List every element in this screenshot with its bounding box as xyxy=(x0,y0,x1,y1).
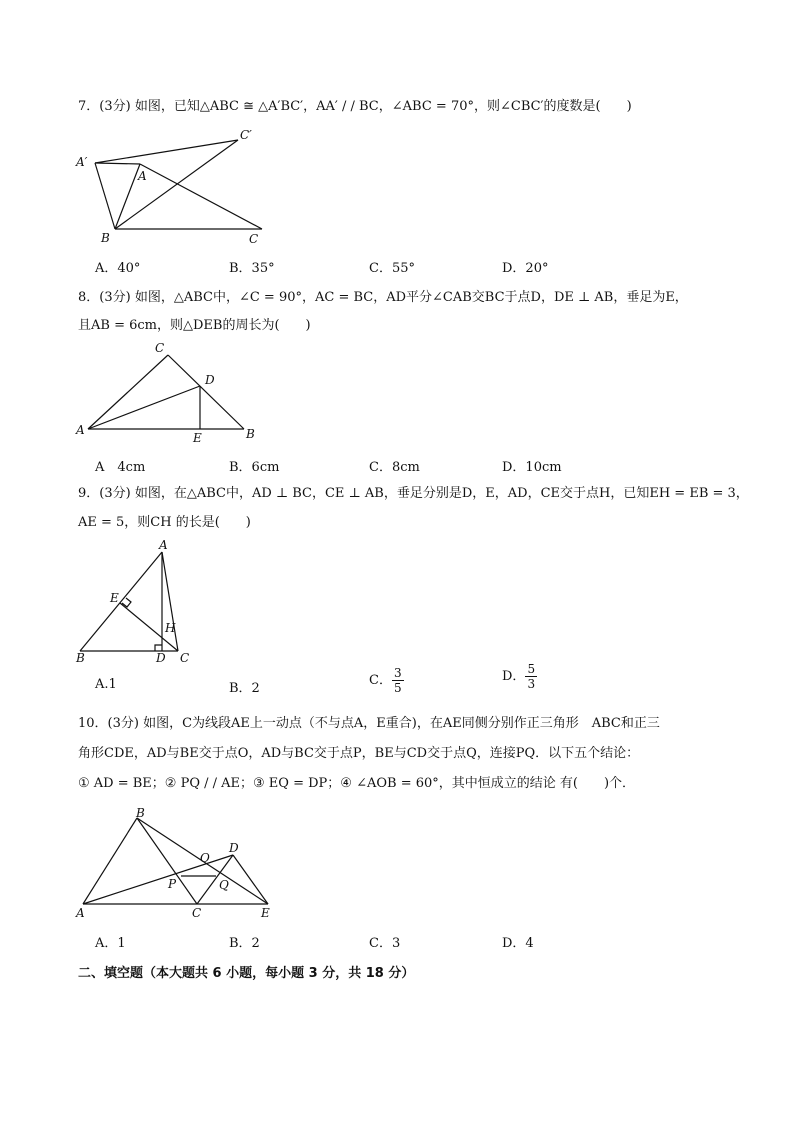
q7-stem: 7．(3分) 如图，已知△ABC ≅ △A′BC′，AA′ / / BC，∠ABC = 70°，则∠CBC′的度数是( ) xyxy=(78,99,632,114)
q9-option-c-numerator: 3 xyxy=(393,666,402,680)
q8-option-a[interactable]: A 4cm xyxy=(95,460,146,475)
q8-label-C: C xyxy=(155,341,165,355)
section-2-heading: 二、填空题（本大题共 6 小题，每小题 3 分，共 18 分） xyxy=(78,966,415,981)
q8-option-c[interactable]: C．8cm xyxy=(369,460,420,475)
q9-label-C: C xyxy=(180,651,190,665)
q9-option-c-denominator: 5 xyxy=(393,681,402,695)
q8-stem-line1: 8．(3分) 如图，△ABC中，∠C = 90°，AC = BC，AD平分∠CAB交BC于点D，DE ⊥ AB，垂足为E， xyxy=(78,290,688,305)
q10-label-P: P xyxy=(168,877,177,891)
q10-option-b[interactable]: B．2 xyxy=(229,936,260,951)
q10-label-Q: Q xyxy=(219,878,229,892)
q10-label-C: C xyxy=(192,906,202,920)
q7-label-A1: A′ xyxy=(76,155,88,169)
q10-option-d[interactable]: D．4 xyxy=(502,936,534,951)
q8-label-B: B xyxy=(246,427,255,441)
q7-option-b[interactable]: B．35° xyxy=(229,261,275,276)
q8-option-d[interactable]: D．10cm xyxy=(502,460,562,475)
q10-label-D: D xyxy=(229,841,239,855)
q7-label-C: C xyxy=(249,232,259,246)
q9-option-d-numerator: 5 xyxy=(527,662,536,676)
q9-option-c-prefix: C． xyxy=(369,673,392,688)
q9-label-A: A xyxy=(159,538,168,552)
q7-label-C1: C′ xyxy=(240,128,252,142)
q9-option-a[interactable]: A.1 xyxy=(95,677,117,692)
q9-label-E: E xyxy=(110,591,119,605)
q9-option-d-prefix: D． xyxy=(502,669,526,684)
q10-stem-line3: ① AD = BE；② PQ / / AE；③ EQ = DP；④ ∠AOB = 60°，其中恒成立的结论 有( )个． xyxy=(78,776,636,791)
q8-label-A: A xyxy=(76,423,85,437)
q8-label-D: D xyxy=(205,373,215,387)
q10-stem-line2: 角形CDE，AD与BE交于点O，AD与BC交于点P，BE与CD交于点Q，连接PQ．以下五个结论： xyxy=(78,746,640,761)
q7-label-B: B xyxy=(101,231,110,245)
q9-label-H: H xyxy=(165,621,176,635)
q9-stem-line1: 9．(3分) 如图，在△ABC中，AD ⊥ BC，CE ⊥ AB，垂足分别是D，E，AD，CE交于点H，已知EH = EB = 3， xyxy=(78,486,749,501)
q10-label-B: B xyxy=(136,806,145,820)
q9-label-D: D xyxy=(156,651,166,665)
q10-label-O: O xyxy=(200,851,210,865)
q8-label-E: E xyxy=(193,431,202,445)
q10-label-A: A xyxy=(76,906,85,920)
q7-option-c[interactable]: C．55° xyxy=(369,261,415,276)
q9-option-d-denominator: 3 xyxy=(527,677,536,691)
q7-label-A: A xyxy=(138,169,147,183)
q8-stem-line2: 且AB = 6cm，则△DEB的周长为( ) xyxy=(78,318,311,333)
q9-stem-line2: AE = 5，则CH 的长是( ) xyxy=(78,515,251,530)
q10-option-a[interactable]: A．1 xyxy=(95,936,126,951)
q7-option-d[interactable]: D．20° xyxy=(502,261,549,276)
q10-option-c[interactable]: C．3 xyxy=(369,936,401,951)
q7-option-a[interactable]: A．40° xyxy=(95,261,141,276)
q9-label-B: B xyxy=(76,651,85,665)
q8-option-b[interactable]: B．6cm xyxy=(229,460,280,475)
q10-label-E: E xyxy=(261,906,270,920)
q10-stem-line1: 10．(3分) 如图，C为线段AE上一动点（不与点A，E重合)，在AE同侧分别作正三角形 ABC和正三 xyxy=(78,716,660,731)
q9-option-b[interactable]: B．2 xyxy=(229,681,260,696)
